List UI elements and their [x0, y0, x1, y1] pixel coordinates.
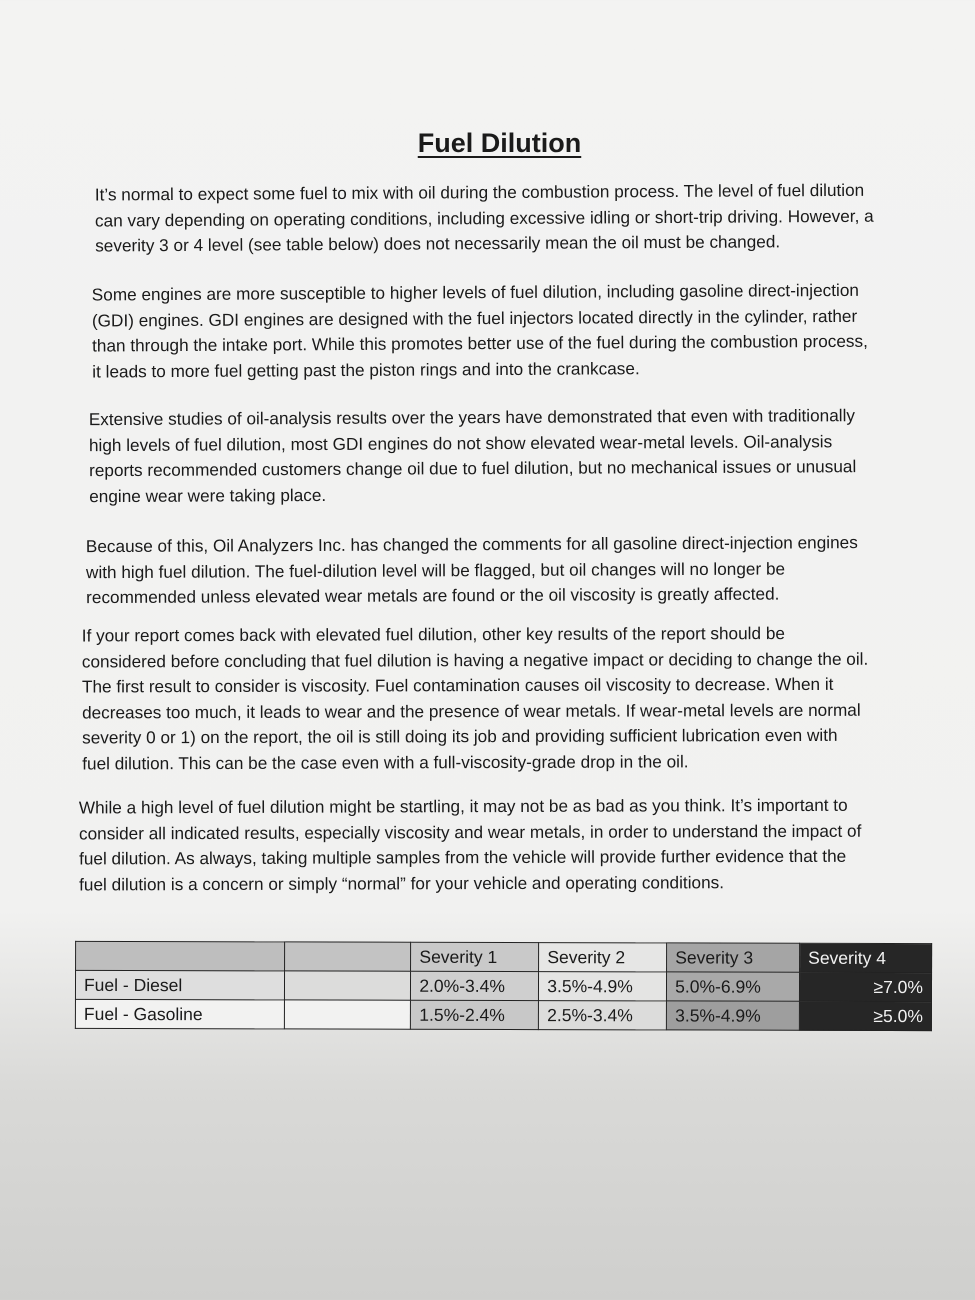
document-title: Fuel Dilution — [417, 128, 582, 158]
table-cell — [284, 1000, 411, 1029]
table-cell: 2.0%-3.4% — [411, 971, 539, 1000]
table-cell — [284, 971, 411, 1000]
table-row — [75, 970, 931, 1001]
table-row — [75, 999, 931, 1030]
paragraph-gdi-engines: Some engines are more susceptible to higher levels of fuel dilution, including gasoline direct-injection (GDI) engines. GDI engines are designed with the fuel injectors located directly in the cylinder, rather than through the intake port. While this promotes better use of the fuel during the combustion process, it leads to more fuel getting past the piston rings and into the crankcase. — [91, 279, 868, 382]
table-header-cell — [76, 941, 285, 971]
paragraph-conclusion: While a high level of fuel dilution might be startling, it may not be as bad as you think. It’s important to consider all indicated results, especially viscosity and wear metals, in order to understand the impact of fuel dilution. As always, taking multiple samples from the vehicle will provide further evidence that the fuel dilution is a concern or simply “normal” for your vehicle and operating conditions. — [78, 794, 862, 895]
row-label-diesel: Fuel - Diesel — [75, 970, 284, 1000]
paragraph-studies: Extensive studies of oil-analysis results over the years have demonstrated that even with traditionally high levels of fuel dilution, most GDI engines do not show elevated wear-metal levels. Oil-analysis reports recommended customers change oil due to fuel dilution, but no mechanical issues or unusual engine wear were taking place. — [88, 405, 857, 506]
table-cell: ≥5.0% — [799, 1001, 931, 1030]
row-label-gasoline: Fuel - Gasoline — [75, 999, 284, 1029]
paragraph-policy-change: Because of this, Oil Analyzers Inc. has changed the comments for all gasoline direct-injection engines with high fuel dilution. The fuel-dilution level will be flagged, but oil changes will no longer be recommended unless elevated wear metals are found or the oil viscosity is greatly affected. — [85, 532, 858, 608]
paragraph-intro: It’s normal to expect some fuel to mix with oil during the combustion process. The level of fuel dilution can vary depending on operating conditions, including excessive idling or short-trip driving. However, a severity 3 or 4 level (see table below) does not necessarily mean the oil must be changed. — [94, 179, 874, 256]
table-header-severity-4: Severity 4 — [800, 943, 932, 972]
table-header-row — [76, 941, 932, 972]
table-cell: ≥7.0% — [800, 972, 932, 1001]
table-cell: 1.5%-2.4% — [411, 1000, 539, 1029]
table-header-severity-3: Severity 3 — [667, 943, 800, 972]
table-header-severity-1: Severity 1 — [411, 942, 539, 971]
table-header-cell — [284, 942, 411, 971]
paragraph-viscosity: If your report comes back with elevated fuel dilution, other key results of the report should be considered before concluding that fuel dilution is having a negative impact or deciding to change the oil. The first result to consider is viscosity. Fuel contamination causes oil viscosity to decrease. When it decreases too much, it leads to wear and the presence of wear metals. If wear-metal levels are normal severity 0 or 1) on the report, the oil is still doing its job and providing sufficient lubrication even with fuel dilution. This can be the case even with a full-viscosity-grade drop in the oil. — [81, 623, 869, 774]
severity-table — [75, 941, 932, 1031]
table-cell: 3.5%-4.9% — [539, 972, 667, 1001]
table-cell: 5.0%-6.9% — [667, 972, 800, 1001]
table-cell: 2.5%-3.4% — [539, 1001, 667, 1030]
table-cell: 3.5%-4.9% — [667, 1001, 800, 1030]
table-header-severity-2: Severity 2 — [539, 943, 667, 972]
